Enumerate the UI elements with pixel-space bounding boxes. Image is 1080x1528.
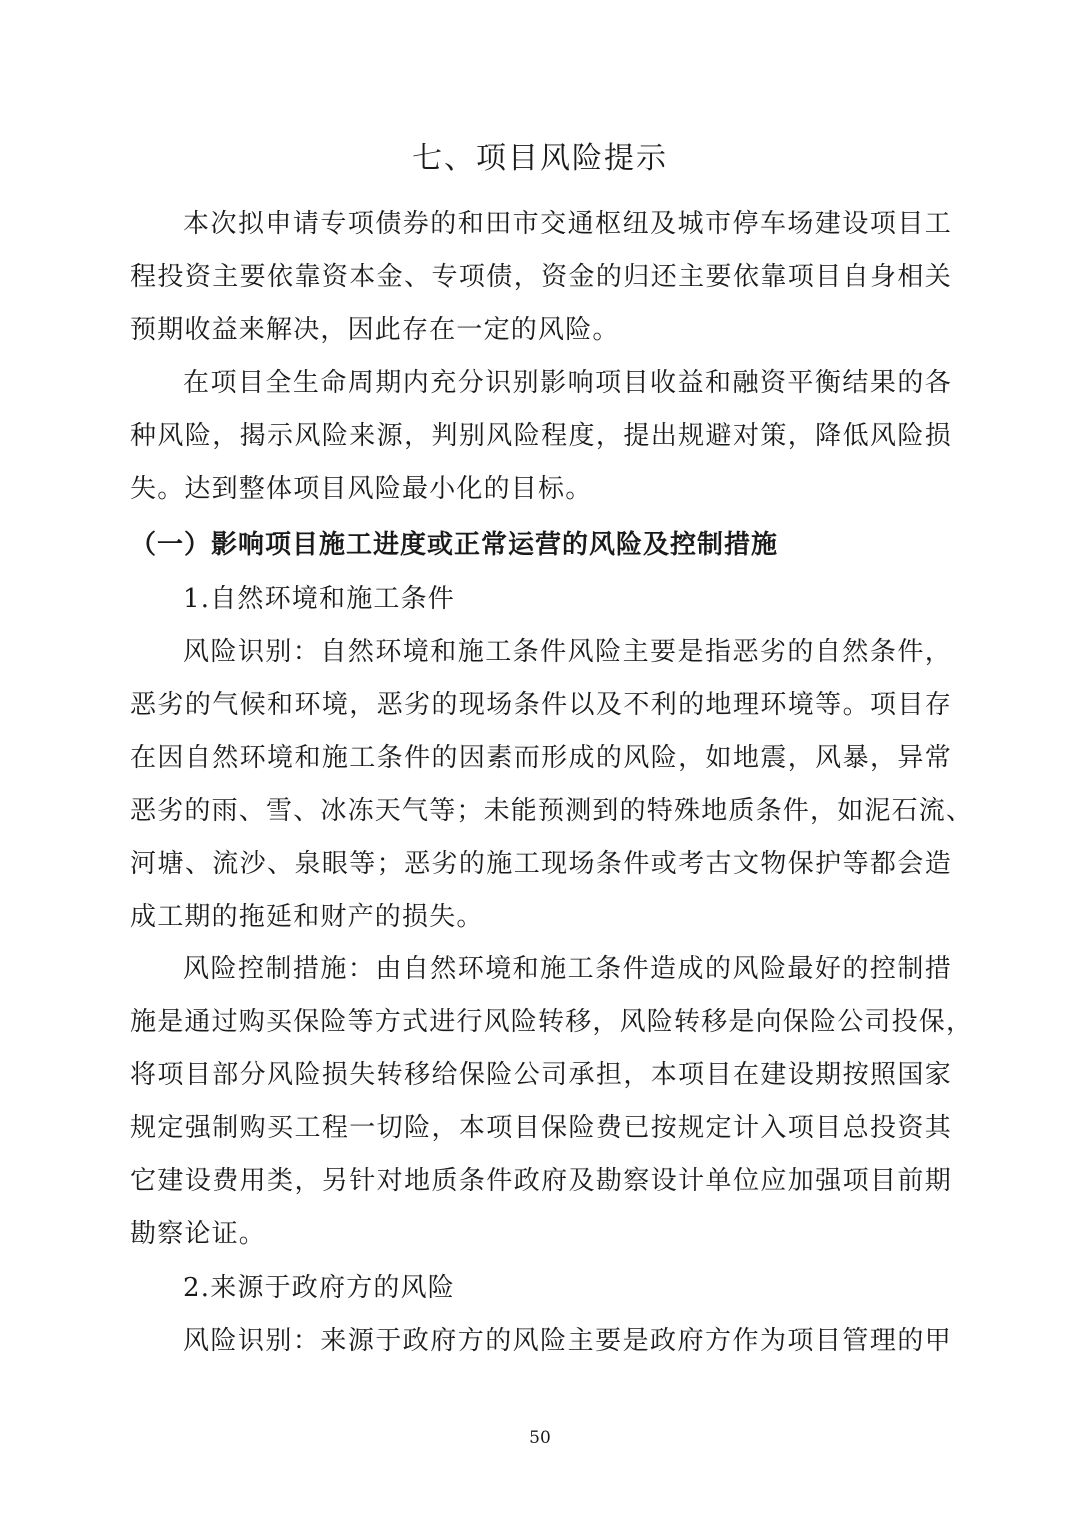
text-line: 河塘、流沙、泉眼等；恶劣的施工现场条件或考古文物保护等都会造 (130, 849, 952, 879)
page-number: 50 (529, 1428, 551, 1448)
text-line: 本次拟申请专项债券的和田市交通枢纽及城市停车场建设项目工 (183, 209, 952, 239)
text-line: 风险控制措施：由自然环境和施工条件造成的风险最好的控制措 (183, 954, 952, 984)
text-line: 程投资主要依靠资本金、专项债，资金的归还主要依靠项目自身相关 (130, 262, 952, 292)
text-line: 恶劣的气候和环境，恶劣的现场条件以及不利的地理环境等。项目存 (130, 690, 952, 720)
text-line: 在项目全生命周期内充分识别影响项目收益和融资平衡结果的各 (183, 368, 952, 398)
text-line: 失。达到整体项目风险最小化的目标。 (130, 474, 593, 504)
text-line: 2.来源于政府方的风险 (183, 1273, 456, 1303)
text-line: 1.自然环境和施工条件 (183, 584, 456, 614)
text-line: 施是通过购买保险等方式进行风险转移，风险转移是向保险公司投保， (130, 1007, 974, 1037)
text-line: 种风险，揭示风险来源，判别风险程度，提出规避对策，降低风险损 (130, 421, 952, 451)
text-line: 成工期的拖延和财产的损失。 (130, 902, 484, 932)
text-line: 恶劣的雨、雪、冰冻天气等；未能预测到的特殊地质条件，如泥石流、 (130, 796, 974, 826)
text-line: 勘察论证。 (130, 1219, 267, 1249)
text-line: 将项目部分风险损失转移给保险公司承担，本项目在建设期按照国家 (130, 1060, 952, 1090)
subsection-heading: （一）影响项目施工进度或正常运营的风险及控制措施 (130, 530, 779, 560)
text-line: 预期收益来解决，因此存在一定的风险。 (130, 315, 620, 345)
text-line: 风险识别：来源于政府方的风险主要是政府方作为项目管理的甲 (183, 1326, 952, 1356)
text-line: 它建设费用类，另针对地质条件政府及勘察设计单位应加强项目前期 (130, 1166, 952, 1196)
text-line: 规定强制购买工程一切险，本项目保险费已按规定计入项目总投资其 (130, 1113, 952, 1143)
section-title: 七、项目风险提示 (412, 141, 668, 176)
text-line: 在因自然环境和施工条件的因素而形成的风险，如地震，风暴，异常 (130, 743, 952, 773)
text-line: 风险识别：自然环境和施工条件风险主要是指恶劣的自然条件， (183, 637, 952, 667)
